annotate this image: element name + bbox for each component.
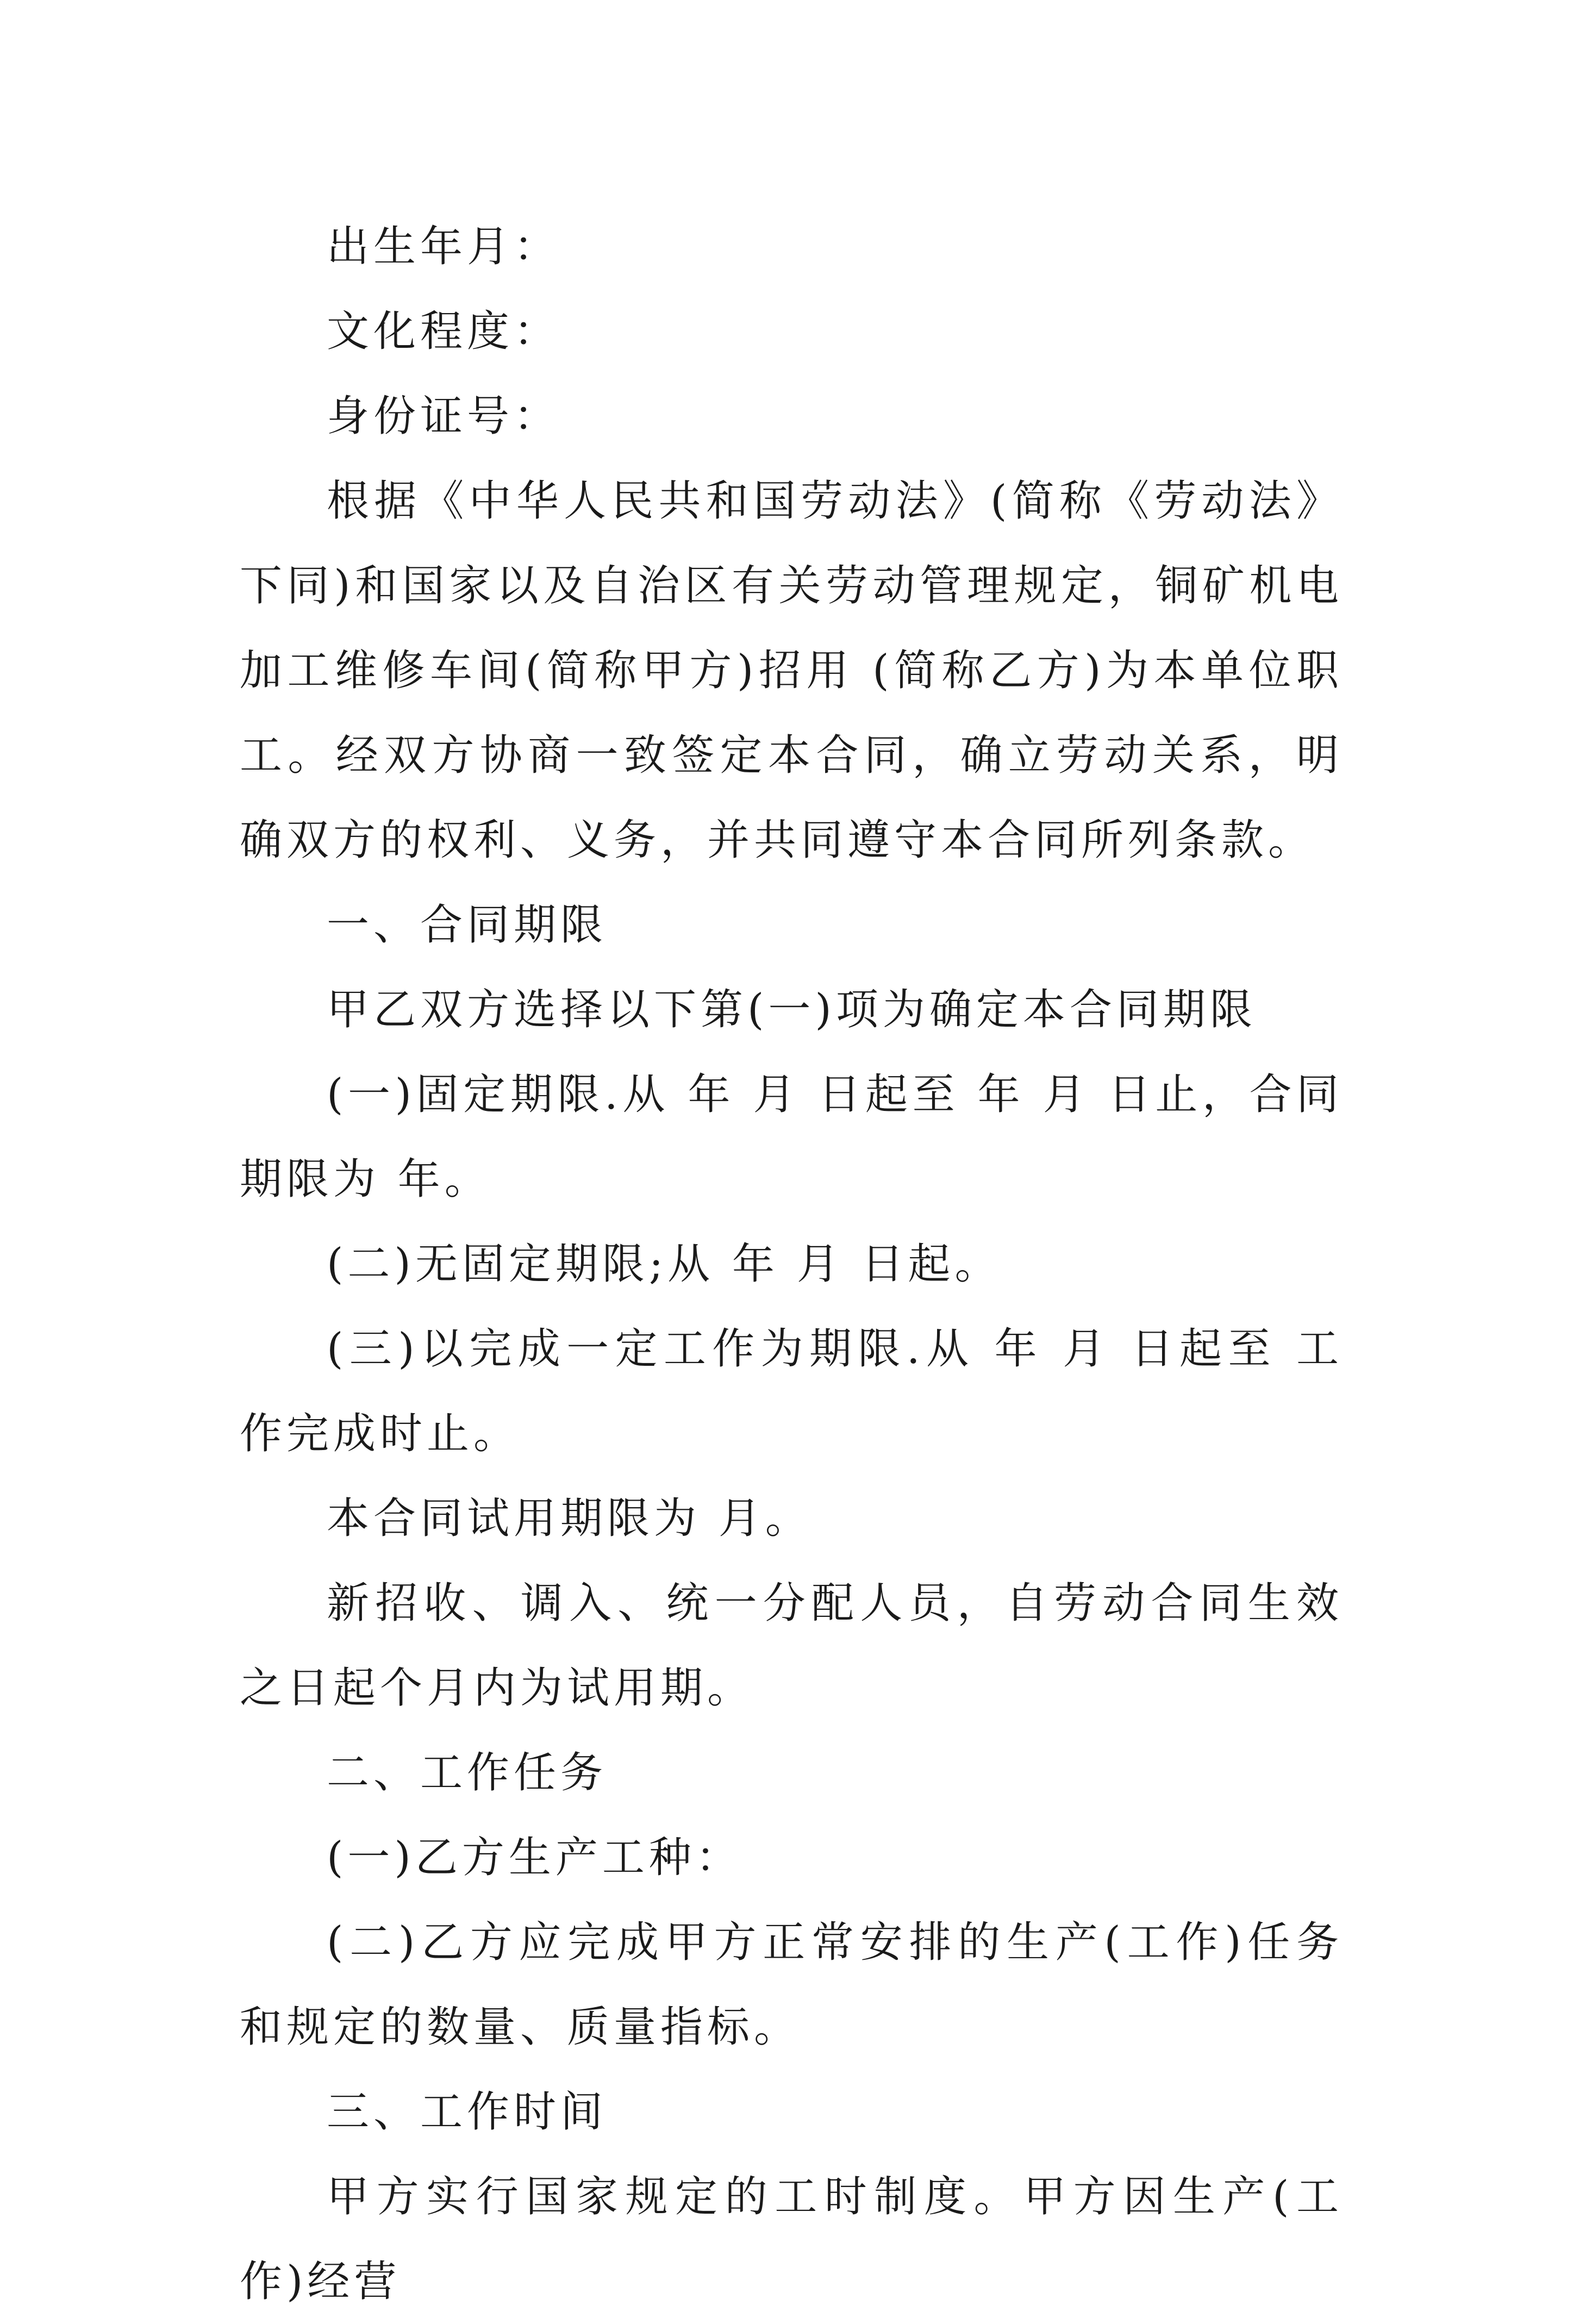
field-education-level: 文化程度：	[327, 307, 561, 356]
probation-period-paragraph: 本合同试用期限为 月。	[327, 1494, 812, 1543]
term-option-fixed: (一)固定期限.从 年 月 日起至 年 月 日止，合同期限为 年。	[240, 1070, 1343, 1204]
term-option-task-based: (三)以完成一定工作为期限.从 年 月 日起至 工作完成时止。	[240, 1325, 1343, 1458]
field-birth-date: 出生年月：	[327, 222, 561, 271]
section-heading-contract-term: 一、合同期限	[327, 901, 608, 949]
document-body	[240, 204, 1343, 2324]
work-task-job-type: (一)乙方生产工种：	[327, 1833, 742, 1882]
preamble-paragraph: 根据《中华人民共和国劳动法》(简称《劳动法》下同)和国家以及自治区有关劳动管理规定，铜矿机电加工维修车间(简称甲方)招用 (简称乙方)为本单位职工。经双方协商一致签定本合同，确立劳动关系，明确双方的权利、义务，并共同遵守本合同所列条款。	[240, 477, 1343, 865]
section-heading-working-hours: 三、工作时间	[327, 2088, 608, 2136]
term-option-open-ended: (二)无固定期限;从 年 月 日起。	[327, 1240, 1002, 1289]
probation-new-hires-paragraph: 新招收、调入、统一分配人员，自劳动合同生效之日起个月内为试用期。	[240, 1579, 1343, 1713]
work-task-quota: (二)乙方应完成甲方正常安排的生产(工作)任务和规定的数量、质量指标。	[240, 1918, 1343, 2052]
working-hours-paragraph: 甲方实行国家规定的工时制度。甲方因生产(工作)经营	[240, 2172, 1343, 2306]
field-id-number: 身份证号：	[327, 392, 561, 441]
term-selection-paragraph: 甲乙双方选择以下第(一)项为确定本合同期限	[327, 985, 1257, 1034]
section-heading-work-tasks: 二、工作任务	[327, 1748, 608, 1797]
